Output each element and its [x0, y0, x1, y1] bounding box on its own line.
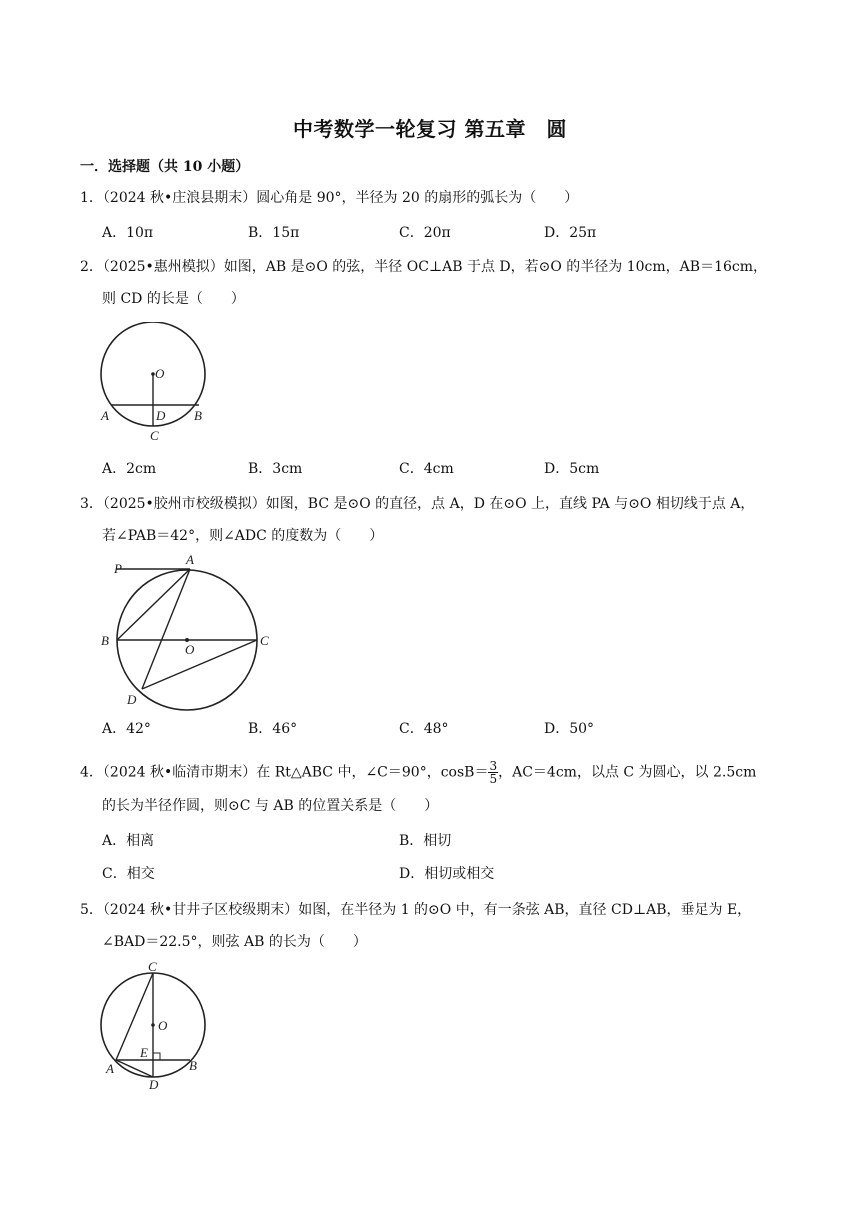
q5-label-b: B: [189, 1058, 197, 1073]
q5-label-o: O: [158, 1018, 168, 1033]
q4-option-a: A．相离: [102, 833, 155, 849]
q2-label-a: A: [101, 408, 109, 423]
q3-label-d: D: [127, 692, 137, 707]
q3-option-c: C．48°: [399, 721, 449, 737]
q2-option-d: D．5cm: [544, 461, 600, 477]
q3-option-b: B．46°: [248, 721, 298, 737]
q5-right-angle-mark: [153, 1053, 160, 1060]
q4-option-d: D．相切或相交: [399, 866, 495, 882]
q5-label-a: A: [106, 1061, 114, 1076]
q3-label-p: P: [114, 561, 122, 576]
q2-label-o: O: [155, 366, 165, 381]
question-3-stem-cont: 若∠PAB＝42°，则∠ADC 的度数为（ ）: [102, 528, 384, 544]
q3-label-c: C: [260, 633, 269, 648]
q1-option-d: D．25π: [544, 225, 597, 241]
q4-stem-post: ，AC＝4cm，以点 C 为圆心，以 2.5cm: [498, 764, 757, 781]
q4-option-c: C．相交: [102, 866, 155, 882]
q2-label-b: B: [194, 408, 202, 423]
q5-label-d: D: [149, 1077, 159, 1092]
q5-label-c: C: [148, 959, 157, 974]
q4-option-b: B．相切: [399, 833, 452, 849]
page-title: 中考数学一轮复习 第五章 圆: [293, 117, 567, 141]
q3-option-a: A．42°: [102, 721, 151, 737]
question-2-stem-cont: 则 CD 的长是（ ）: [102, 291, 245, 307]
q3-circle-figure: [100, 553, 280, 711]
question-2-stem: 2．（2025•惠州模拟）如图，AB 是⊙O 的弦，半径 OC⊥AB 于点 D，若⊙O 的半径为 10cm，AB＝16cm，: [80, 259, 767, 275]
q4-fraction-denominator: 5: [489, 772, 498, 786]
q5-label-e: E: [140, 1045, 148, 1060]
q3-segment-ab: [117, 569, 190, 640]
q4-stem-pre: 4．（2024 秋•临清市期末）在 Rt△ABC 中，∠C＝90°，cosB＝: [80, 764, 489, 781]
q2-label-d: D: [156, 408, 166, 423]
question-3-stem: 3．（2025•胶州市校级模拟）如图，BC 是⊙O 的直径，点 A，D 在⊙O 上，直线 PA 与⊙O 相切线于点 A，: [80, 496, 755, 512]
q3-option-d: D．50°: [544, 721, 595, 737]
question-1-stem: 1．（2024 秋•庄浪县期末）圆心角是 90°，半径为 20 的扇形的弧长为（ ）: [80, 190, 579, 206]
q3-label-b: B: [101, 633, 109, 648]
q2-option-c: C．4cm: [399, 461, 454, 477]
q1-option-b: B．15π: [248, 225, 300, 241]
q4-fraction-numerator: 3: [489, 759, 498, 773]
q2-circle-figure: [96, 322, 216, 446]
q1-option-c: C．20π: [399, 225, 451, 241]
q4-fraction: [488, 760, 498, 785]
q1-option-a: A．10π: [102, 225, 154, 241]
q3-label-o: O: [185, 642, 195, 657]
question-4-stem-cont: 的长为半径作圆，则⊙C 与 AB 的位置关系是（ ）: [102, 798, 439, 814]
q2-option-a: A．2cm: [102, 461, 157, 477]
question-4-stem: [80, 760, 756, 785]
question-5-stem: 5．（2024 秋•甘井子区校级期末）如图，在半径为 1 的⊙O 中，有一条弦 AB，直径 CD⊥AB，垂足为 E，: [80, 902, 752, 918]
q5-center-dot: [151, 1023, 155, 1027]
q2-option-b: B．3cm: [248, 461, 303, 477]
q2-label-c: C: [150, 428, 159, 443]
section-heading: 一．选择题（共 10 小题）: [80, 159, 250, 175]
q5-circle-figure: [100, 958, 212, 1092]
question-5-stem-cont: ∠BAD＝22.5°，则弦 AB 的长为（ ）: [102, 934, 367, 950]
q3-label-a: A: [186, 553, 194, 567]
